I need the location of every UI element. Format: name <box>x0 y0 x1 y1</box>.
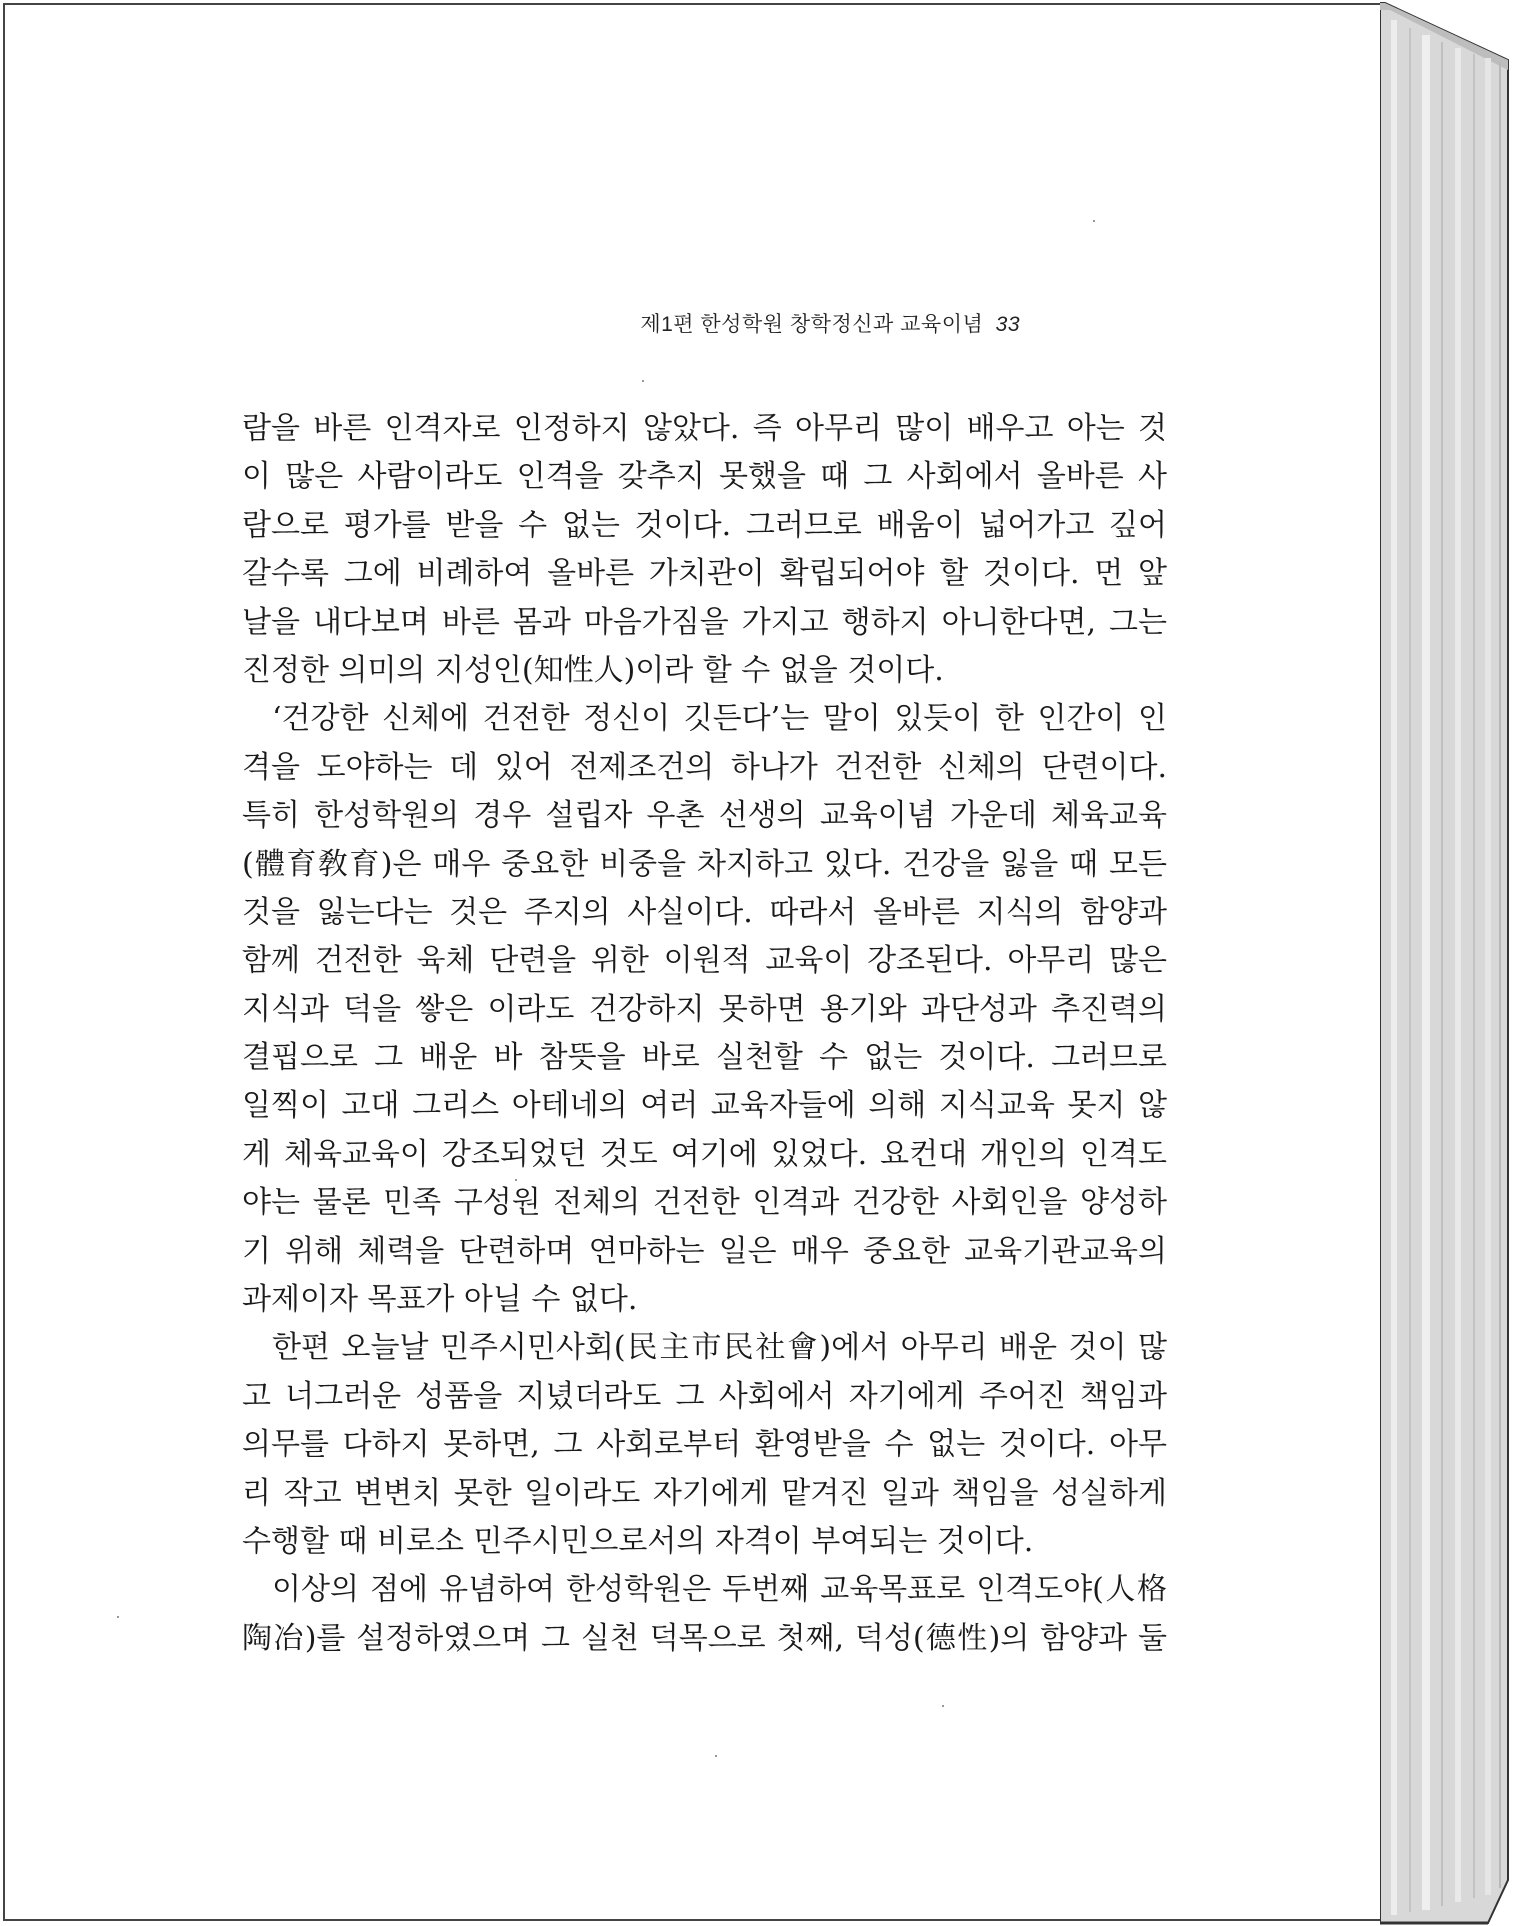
scan-speck <box>515 1179 517 1181</box>
text-line: (體育敎育)은 매우 중요한 비중을 차지하고 있다. 건강을 잃을 때 모든 <box>242 846 1167 882</box>
book-page <box>3 3 1380 1921</box>
scan-speck <box>117 1616 119 1618</box>
scan-speck <box>715 1755 717 1757</box>
text-line: 함께 건전한 육체 단련을 위한 이원적 교육이 강조된다. 아무리 많은 <box>242 943 1167 979</box>
text-line: 결핍으로 그 배운 바 참뜻을 바로 실천할 수 없는 것이다. 그러므로 <box>242 1040 1167 1076</box>
running-head <box>640 308 1020 338</box>
text-line: 것을 잃는다는 것은 주지의 사실이다. 따라서 올바른 지식의 함양과 <box>242 894 1167 930</box>
page-stack-edge <box>1380 0 1510 1926</box>
text-line: 기 위해 체력을 단련하며 연마하는 일은 매우 중요한 교육기관교육의 <box>242 1233 1167 1269</box>
text-line: 수행할 때 비로소 민주시민으로서의 자격이 부여되는 것이다. <box>242 1523 1034 1559</box>
paragraph-first-line: 이상의 점에 유념하여 한성학원은 두번째 교육목표로 인격도야(人格 <box>272 1572 1167 1608</box>
text-line: 람으로 평가를 받을 수 없는 것이다. 그러므로 배움이 넓어가고 깊어 <box>242 507 1167 543</box>
text-line: 격을 도야하는 데 있어 전제조건의 하나가 건전한 신체의 단련이다. <box>242 749 1167 785</box>
text-line: 의무를 다하지 못하면, 그 사회로부터 환영받을 수 없는 것이다. 아무 <box>242 1427 1167 1463</box>
paragraph-first-line: ‘건강한 신체에 건전한 정신이 깃든다’는 말이 있듯이 한 인간이 인 <box>272 701 1167 737</box>
text-line: 날을 내다보며 바른 몸과 마음가짐을 가지고 행하지 아니한다면, 그는 <box>242 604 1167 640</box>
scan-speck <box>1093 220 1095 222</box>
scan-speck <box>642 380 644 382</box>
text-line: 陶冶)를 설정하였으며 그 실천 덕목으로 첫째, 덕성(德性)의 함양과 둘 <box>242 1620 1167 1656</box>
text-line: 고 너그러운 성품을 지녔더라도 그 사회에서 자기에게 주어진 책임과 <box>242 1378 1167 1414</box>
text-line: 이 많은 사람이라도 인격을 갖추지 못했을 때 그 사회에서 올바른 사 <box>242 459 1167 495</box>
scan-speck <box>942 1705 944 1707</box>
running-head-title: 제1편 한성학원 창학정신과 교육이념 <box>640 313 984 336</box>
text-line: 일찍이 고대 그리스 아테네의 여러 교육자들에 의해 지식교육 못지 않 <box>242 1088 1167 1124</box>
text-line: 특히 한성학원의 경우 설립자 우촌 선생의 교육이념 가운데 체육교육 <box>242 798 1167 834</box>
text-line: 지식과 덕을 쌓은 이라도 건강하지 못하면 용기와 과단성과 추진력의 <box>242 991 1167 1027</box>
text-line: 리 작고 변변치 못한 일이라도 자기에게 맡겨진 일과 책임을 성실하게 <box>242 1475 1167 1511</box>
paragraph-first-line: 한편 오늘날 민주시민사회(民主市民社會)에서 아무리 배운 것이 많 <box>272 1330 1167 1366</box>
text-line: 야는 물론 민족 구성원 전체의 건전한 인격과 건강한 사회인을 양성하 <box>242 1185 1167 1221</box>
text-line: 과제이자 목표가 아닐 수 없다. <box>242 1282 638 1318</box>
body-text <box>242 405 1167 1663</box>
text-line: 진정한 의미의 지성인(知性人)이라 할 수 없을 것이다. <box>242 652 944 688</box>
page-number: 33 <box>995 313 1020 336</box>
text-line: 갈수록 그에 비례하여 올바른 가치관이 확립되어야 할 것이다. 먼 앞 <box>242 556 1167 592</box>
text-line: 게 체육교육이 강조되었던 것도 여기에 있었다. 요컨대 개인의 인격도 <box>242 1136 1167 1172</box>
text-line: 람을 바른 인격자로 인정하지 않았다. 즉 아무리 많이 배우고 아는 것 <box>242 411 1167 446</box>
